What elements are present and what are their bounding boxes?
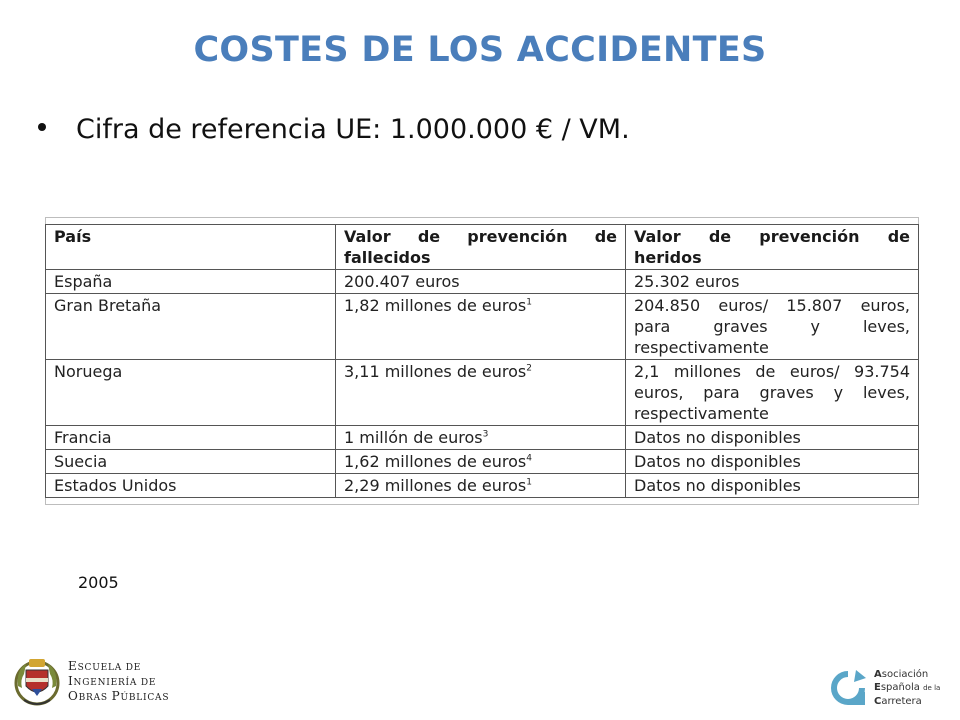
cell-fatal: 200.407 euros — [336, 270, 626, 294]
bullet-item — [38, 114, 630, 145]
association-logo-text: Asociación Española de la Carretera — [874, 669, 941, 707]
cell-country: España — [46, 270, 336, 294]
bullet-text: Cifra de referencia UE: 1.000.000 € / VM. — [76, 114, 630, 145]
cell-injured: 25.302 euros — [626, 270, 919, 294]
table-row — [46, 294, 919, 360]
header-fatal: Valor de prevención de fallecidos — [336, 225, 626, 270]
header-country: País — [46, 225, 336, 270]
cell-fatal: 3,11 millones de euros$^2$ — [336, 360, 626, 426]
cell-country: Estados Unidos — [46, 474, 336, 498]
table-row — [46, 426, 919, 450]
cell-injured: Datos no disponibles — [626, 450, 919, 474]
cell-country: Gran Bretaña — [46, 294, 336, 360]
school-logo-text: ESCUELA DE INGENIERÍA DE OBRAS PÚBLICAS — [68, 658, 170, 703]
cell-fatal: 1,82 millones de euros$^1$ — [336, 294, 626, 360]
school-logo — [12, 656, 169, 708]
cell-country: Suecia — [46, 450, 336, 474]
costs-table — [45, 224, 919, 498]
bullet-dot-icon — [38, 123, 46, 131]
cell-fatal: 2,29 millones de euros$^1$ — [336, 474, 626, 498]
cell-fatal: 1 millón de euros$^3$ — [336, 426, 626, 450]
table-row — [46, 270, 919, 294]
cell-fatal: 1,62 millones de euros$^4$ — [336, 450, 626, 474]
table-row — [46, 474, 919, 498]
ring-arrow-icon — [830, 668, 866, 708]
association-logo — [830, 668, 940, 708]
slide-title: COSTES DE LOS ACCIDENTES — [193, 30, 767, 70]
table-row — [46, 450, 919, 474]
cell-country: Francia — [46, 426, 336, 450]
cell-injured: Datos no disponibles — [626, 474, 919, 498]
cell-injured: 2,1 millones de euros/ 93.754 euros, para graves y leves, respectivamente — [626, 360, 919, 426]
year-note: 2005 — [78, 573, 119, 592]
crest-icon — [12, 656, 62, 708]
cell-injured: Datos no disponibles — [626, 426, 919, 450]
cell-injured: 204.850 euros/ 15.807 euros, para graves y leves, respectivamente — [626, 294, 919, 360]
header-injured: Valor de prevención de heridos — [626, 225, 919, 270]
cell-country: Noruega — [46, 360, 336, 426]
table-header-row — [46, 225, 919, 270]
table-row — [46, 360, 919, 426]
